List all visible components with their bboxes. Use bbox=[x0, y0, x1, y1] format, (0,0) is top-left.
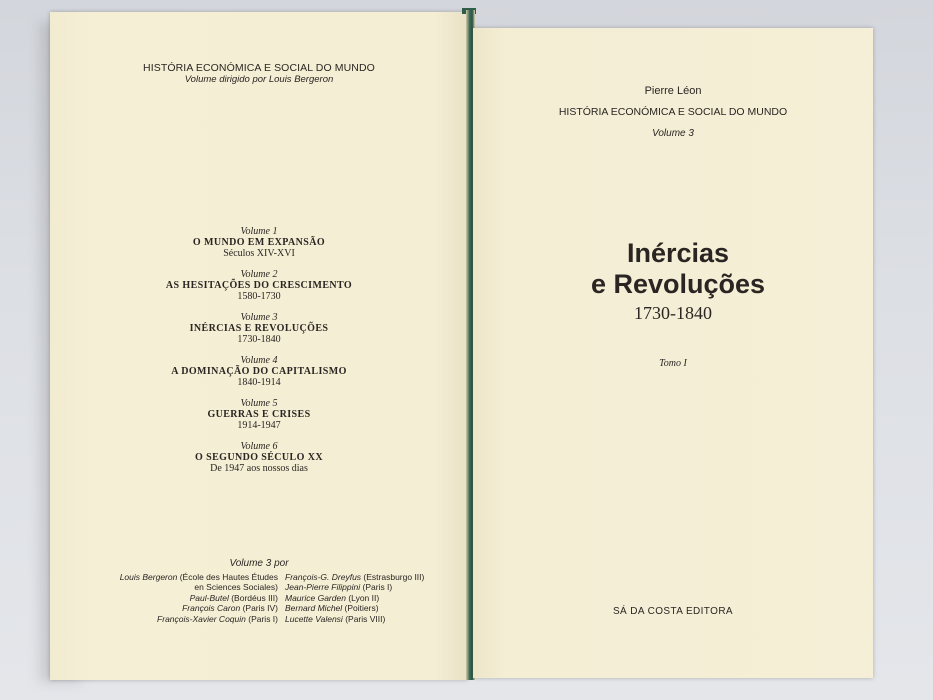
volume-number: Volume 1 bbox=[240, 226, 278, 237]
volume-title: O SEGUNDO SÉCULO XX bbox=[195, 452, 323, 463]
volume-entry bbox=[50, 226, 468, 259]
contributor-institution: (Lyon II) bbox=[348, 592, 380, 603]
left-page bbox=[50, 12, 468, 680]
volume-period: 1580-1730 bbox=[237, 291, 281, 302]
volume-title: A DOMINAÇÃO DO CAPITALISMO bbox=[171, 366, 347, 377]
volume-period: Séculos XIV-XVI bbox=[223, 248, 295, 259]
contributor bbox=[120, 582, 278, 592]
volume-title: GUERRAS E CRISES bbox=[207, 409, 311, 420]
volume-number: Volume 3 bbox=[652, 128, 694, 139]
contributor bbox=[120, 614, 278, 624]
contributor-institution: en Sciences Sociales) bbox=[194, 582, 278, 593]
contributor-institution: (Paris VIII) bbox=[345, 613, 386, 624]
contributor-name: Louis Bergeron bbox=[119, 572, 178, 582]
volume-number: Volume 6 bbox=[240, 441, 278, 452]
contributors-left-column bbox=[120, 572, 278, 624]
contributor-institution: (Bordéus III) bbox=[231, 592, 278, 603]
book-title-line1: Inércias bbox=[626, 238, 730, 268]
series-header bbox=[50, 62, 468, 86]
series-subtitle: Volume dirigido por Louis Bergeron bbox=[184, 74, 334, 85]
volume-entry bbox=[50, 269, 468, 302]
contributor-institution: (Paris IV) bbox=[242, 603, 278, 614]
volume-number: Volume 4 bbox=[240, 355, 278, 366]
book-title bbox=[583, 238, 773, 300]
contributors-right-column bbox=[285, 572, 424, 624]
contributor bbox=[285, 582, 424, 592]
author-name: Pierre Léon bbox=[644, 85, 702, 97]
series-title: HISTÓRIA ECONÓMICA E SOCIAL DO MUNDO bbox=[558, 106, 788, 118]
volume-entry bbox=[50, 398, 468, 431]
contributor-name: Jean-Pierre Filippini bbox=[285, 582, 361, 593]
volume-list bbox=[50, 226, 468, 484]
contributor-name: François-G. Dreyfus bbox=[285, 572, 362, 582]
contributor-institution: (Poitiers) bbox=[344, 603, 379, 614]
volume-number: Volume 5 bbox=[240, 398, 278, 409]
contributor bbox=[285, 572, 424, 582]
volume-entry bbox=[50, 441, 468, 474]
volume-entry bbox=[50, 312, 468, 345]
contributor bbox=[285, 593, 424, 603]
volume-title: O MUNDO EM EXPANSÃO bbox=[192, 237, 326, 248]
volume-number: Volume 2 bbox=[240, 269, 278, 280]
volume-period: 1730-1840 bbox=[237, 334, 281, 345]
contributor bbox=[285, 603, 424, 613]
contributors-heading: Volume 3 por bbox=[229, 558, 289, 569]
volume-number: Volume 3 bbox=[240, 312, 278, 323]
series-title: HISTÓRIA ECONÓMICA E SOCIAL DO MUNDO bbox=[143, 62, 375, 74]
volume-title: AS HESITAÇÕES DO CRESCIMENTO bbox=[165, 280, 353, 291]
contributor-name: François Caron bbox=[182, 603, 241, 614]
book-years: 1730-1840 bbox=[634, 303, 712, 323]
contributor-name: François-Xavier Coquin bbox=[157, 613, 246, 624]
volume-period: 1840-1914 bbox=[237, 377, 281, 388]
contributor-institution: (Estrasburgo III) bbox=[363, 572, 425, 582]
contributor-name: Lucette Valensi bbox=[285, 613, 343, 624]
contributor bbox=[120, 603, 278, 613]
contributor bbox=[120, 593, 278, 603]
volume-period: 1914-1947 bbox=[237, 420, 281, 431]
contributor bbox=[120, 572, 278, 582]
contributor-name: Paul-Butel bbox=[189, 592, 229, 603]
volume-entry bbox=[50, 355, 468, 388]
contributor-institution: (Paris I) bbox=[362, 582, 393, 593]
contributor-institution: (Paris I) bbox=[248, 613, 278, 624]
volume-period: De 1947 aos nossos dias bbox=[210, 463, 308, 474]
contributor-name: Maurice Garden bbox=[285, 592, 346, 603]
tomo-label: Tomo I bbox=[659, 358, 687, 369]
book-title-line2: e Revoluções bbox=[590, 269, 766, 299]
contributor-name: Bernard Michel bbox=[285, 603, 343, 614]
right-page bbox=[473, 28, 873, 678]
publisher-name: SÁ DA COSTA EDITORA bbox=[612, 606, 734, 617]
contributor bbox=[285, 614, 424, 624]
contributor-institution: (École des Hautes Études bbox=[179, 572, 278, 582]
volume-title: INÉRCIAS E REVOLUÇÕES bbox=[189, 323, 329, 334]
